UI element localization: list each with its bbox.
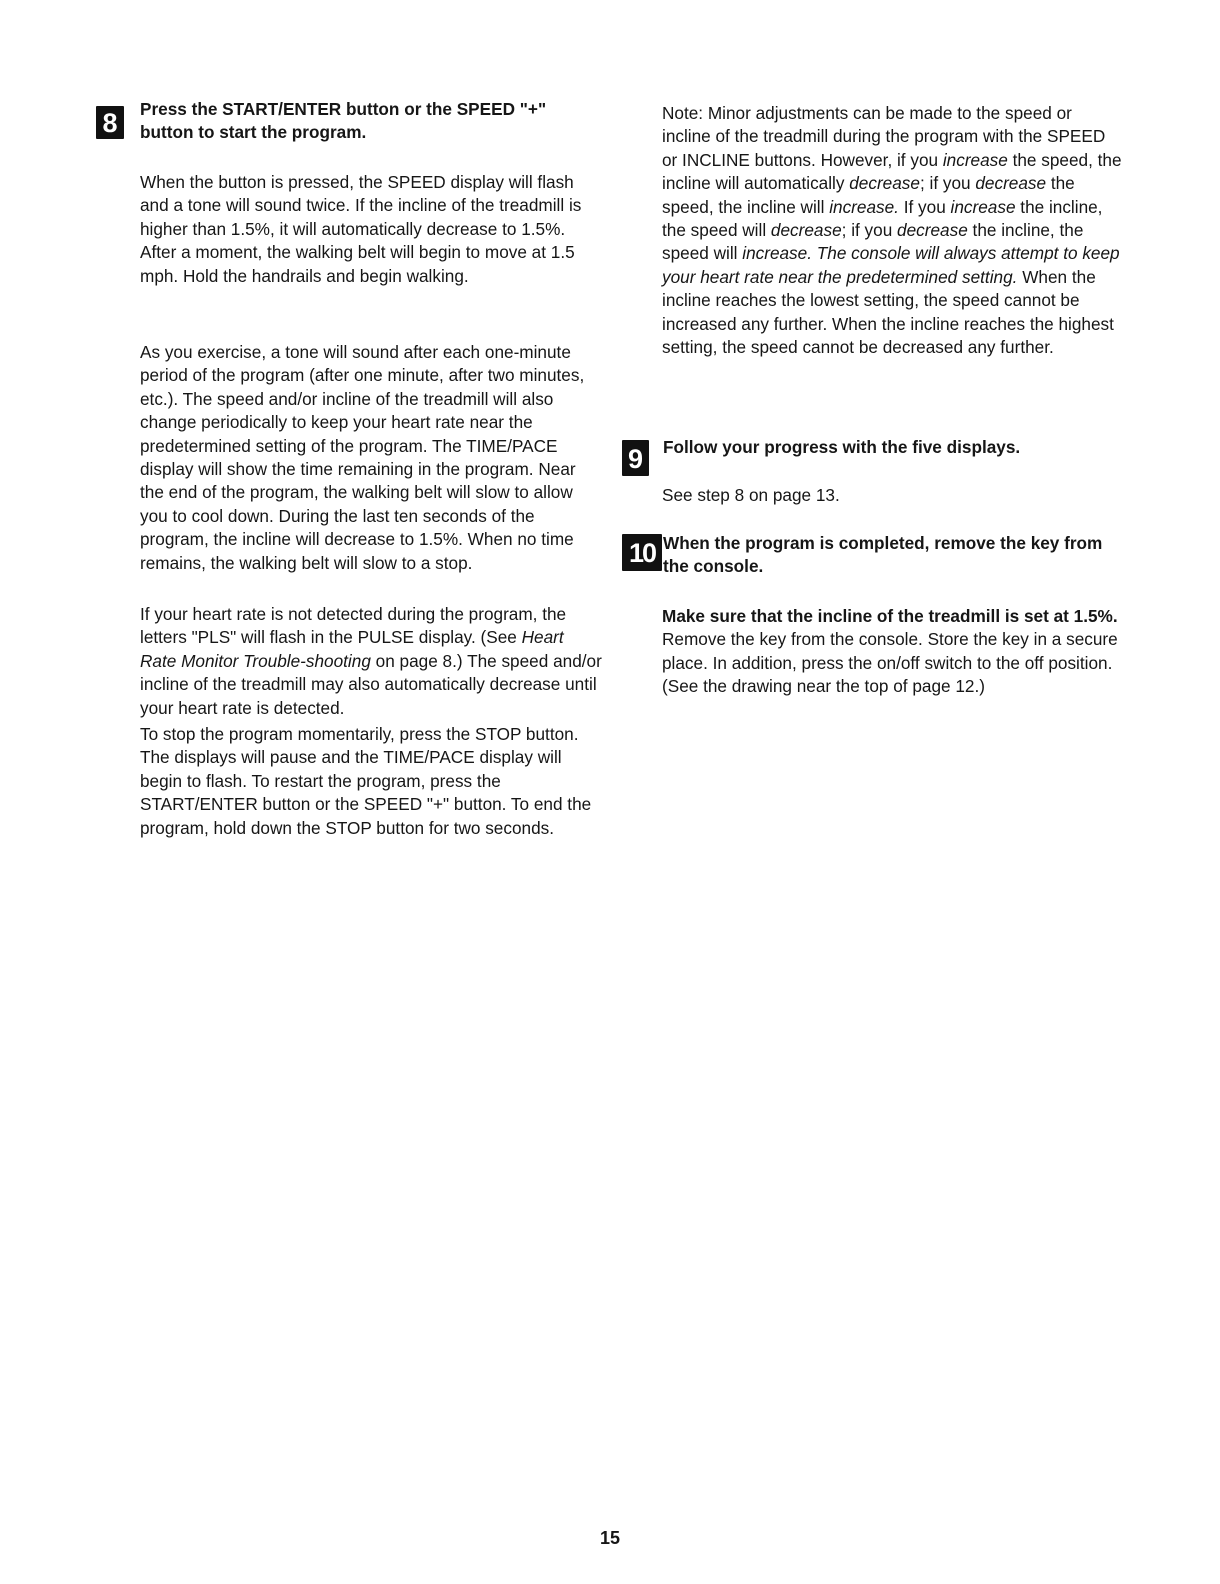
step-8-paragraph-3-start: If your heart rate is not detected during the program, the letters "PLS" will flash in the PULSE display. (See [140, 604, 567, 648]
note-text-1: Note: Minor adjustments can be made to the speed or incline of the treadmill during the program with the SPEED or INCLINE buttons. However, if you [662, 103, 1106, 170]
step-8-paragraph-4: To stop the program momentarily, press the STOP button. The displays will pause and the TIME/PACE display will begin to flash. To restart the program, press the START/ENTER button or the SPEED "+" button. To end the program, hold down the STOP button for two seconds. [140, 724, 592, 838]
note-text-5: If you [898, 196, 951, 217]
step-8-paragraph-3-end: on page 8.) The speed and/or incline of the treadmill may also automatically decrease until your heart rate is detected. [140, 650, 602, 718]
troubleshooting-reference: Heart Rate Monitor Trouble-shooting [140, 627, 564, 671]
step-10-paragraph-bold: Make sure that the incline of the treadmill is set at 1.5%. [662, 606, 1118, 626]
note-italic-2: decrease [849, 173, 920, 194]
step-10-badge: 10 [622, 534, 662, 571]
note-italic-7: decrease [897, 220, 968, 241]
note-paragraph [662, 102, 1124, 359]
note-text-4: the speed, the incline will [662, 173, 1075, 217]
page-number: 15 [599, 1528, 621, 1548]
step-8-paragraph-2: As you exercise, a tone will sound after each one-minute period of the program (after one minute, after two minutes, etc.). The speed and/or incline of the treadmill will also change periodically to keep your heart rate near the predetermined setting of the program. The TIME/PACE display will show the time remaining in the program. Near the end of the program, the walking belt will slow to allow you to cool down. During the last ten seconds of the program, the incline will decrease to 1.5%. When no time remains, the walking belt will slow to a stop. [140, 342, 585, 573]
note-italic-8: increase. The console will always attempt to keep your heart rate near the predetermined setting. [662, 243, 1120, 287]
note-text-9: When the incline reaches the lowest setting, the speed cannot be increased any further. When the incline reaches the highest setting, the speed cannot be decreased any further. [662, 266, 1114, 358]
step-9-badge: 9 [622, 440, 649, 476]
note-italic-4: increase. [829, 196, 899, 217]
note-italic-6: decrease [770, 220, 842, 241]
note-text-7: ; if you [841, 220, 898, 241]
note-text-8: the incline, the speed will [662, 220, 1084, 264]
step-8-heading: Press the START/ENTER button or the SPEED "+" button to start the program. [140, 99, 547, 143]
note-italic-1: increase [942, 149, 1008, 170]
step-10-paragraph [662, 605, 1132, 699]
step-9-heading: Follow your progress with the five displays. [663, 437, 1021, 457]
step-8-paragraph-3 [140, 603, 602, 720]
step-9-paragraph: See step 8 on page 13. [662, 485, 840, 505]
step-10-paragraph-rest: Remove the key from the console. Store the key in a secure place. In addition, press the on/off switch to the off position. (See the drawing near the top of page 12.) [662, 629, 1118, 697]
note-italic-3: decrease [975, 173, 1047, 194]
note-italic-5: increase [950, 196, 1016, 217]
step-10-heading: When the program is completed, remove the key from the console. [663, 533, 1103, 577]
step-8-paragraph-1: When the button is pressed, the SPEED display will flash and a tone will sound twice. If the incline of the treadmill is higher than 1.5%, it will automatically decrease to 1.5%. After a moment, the walking belt will begin to move at 1.5 mph. Hold the handrails and begin walking. [140, 172, 582, 286]
note-text-6: the incline, the speed will [662, 196, 1103, 241]
note-text-2: the speed, the incline will automatically [662, 149, 1122, 194]
step-8-badge: 8 [96, 106, 124, 139]
note-text-3: ; if you [919, 173, 976, 194]
